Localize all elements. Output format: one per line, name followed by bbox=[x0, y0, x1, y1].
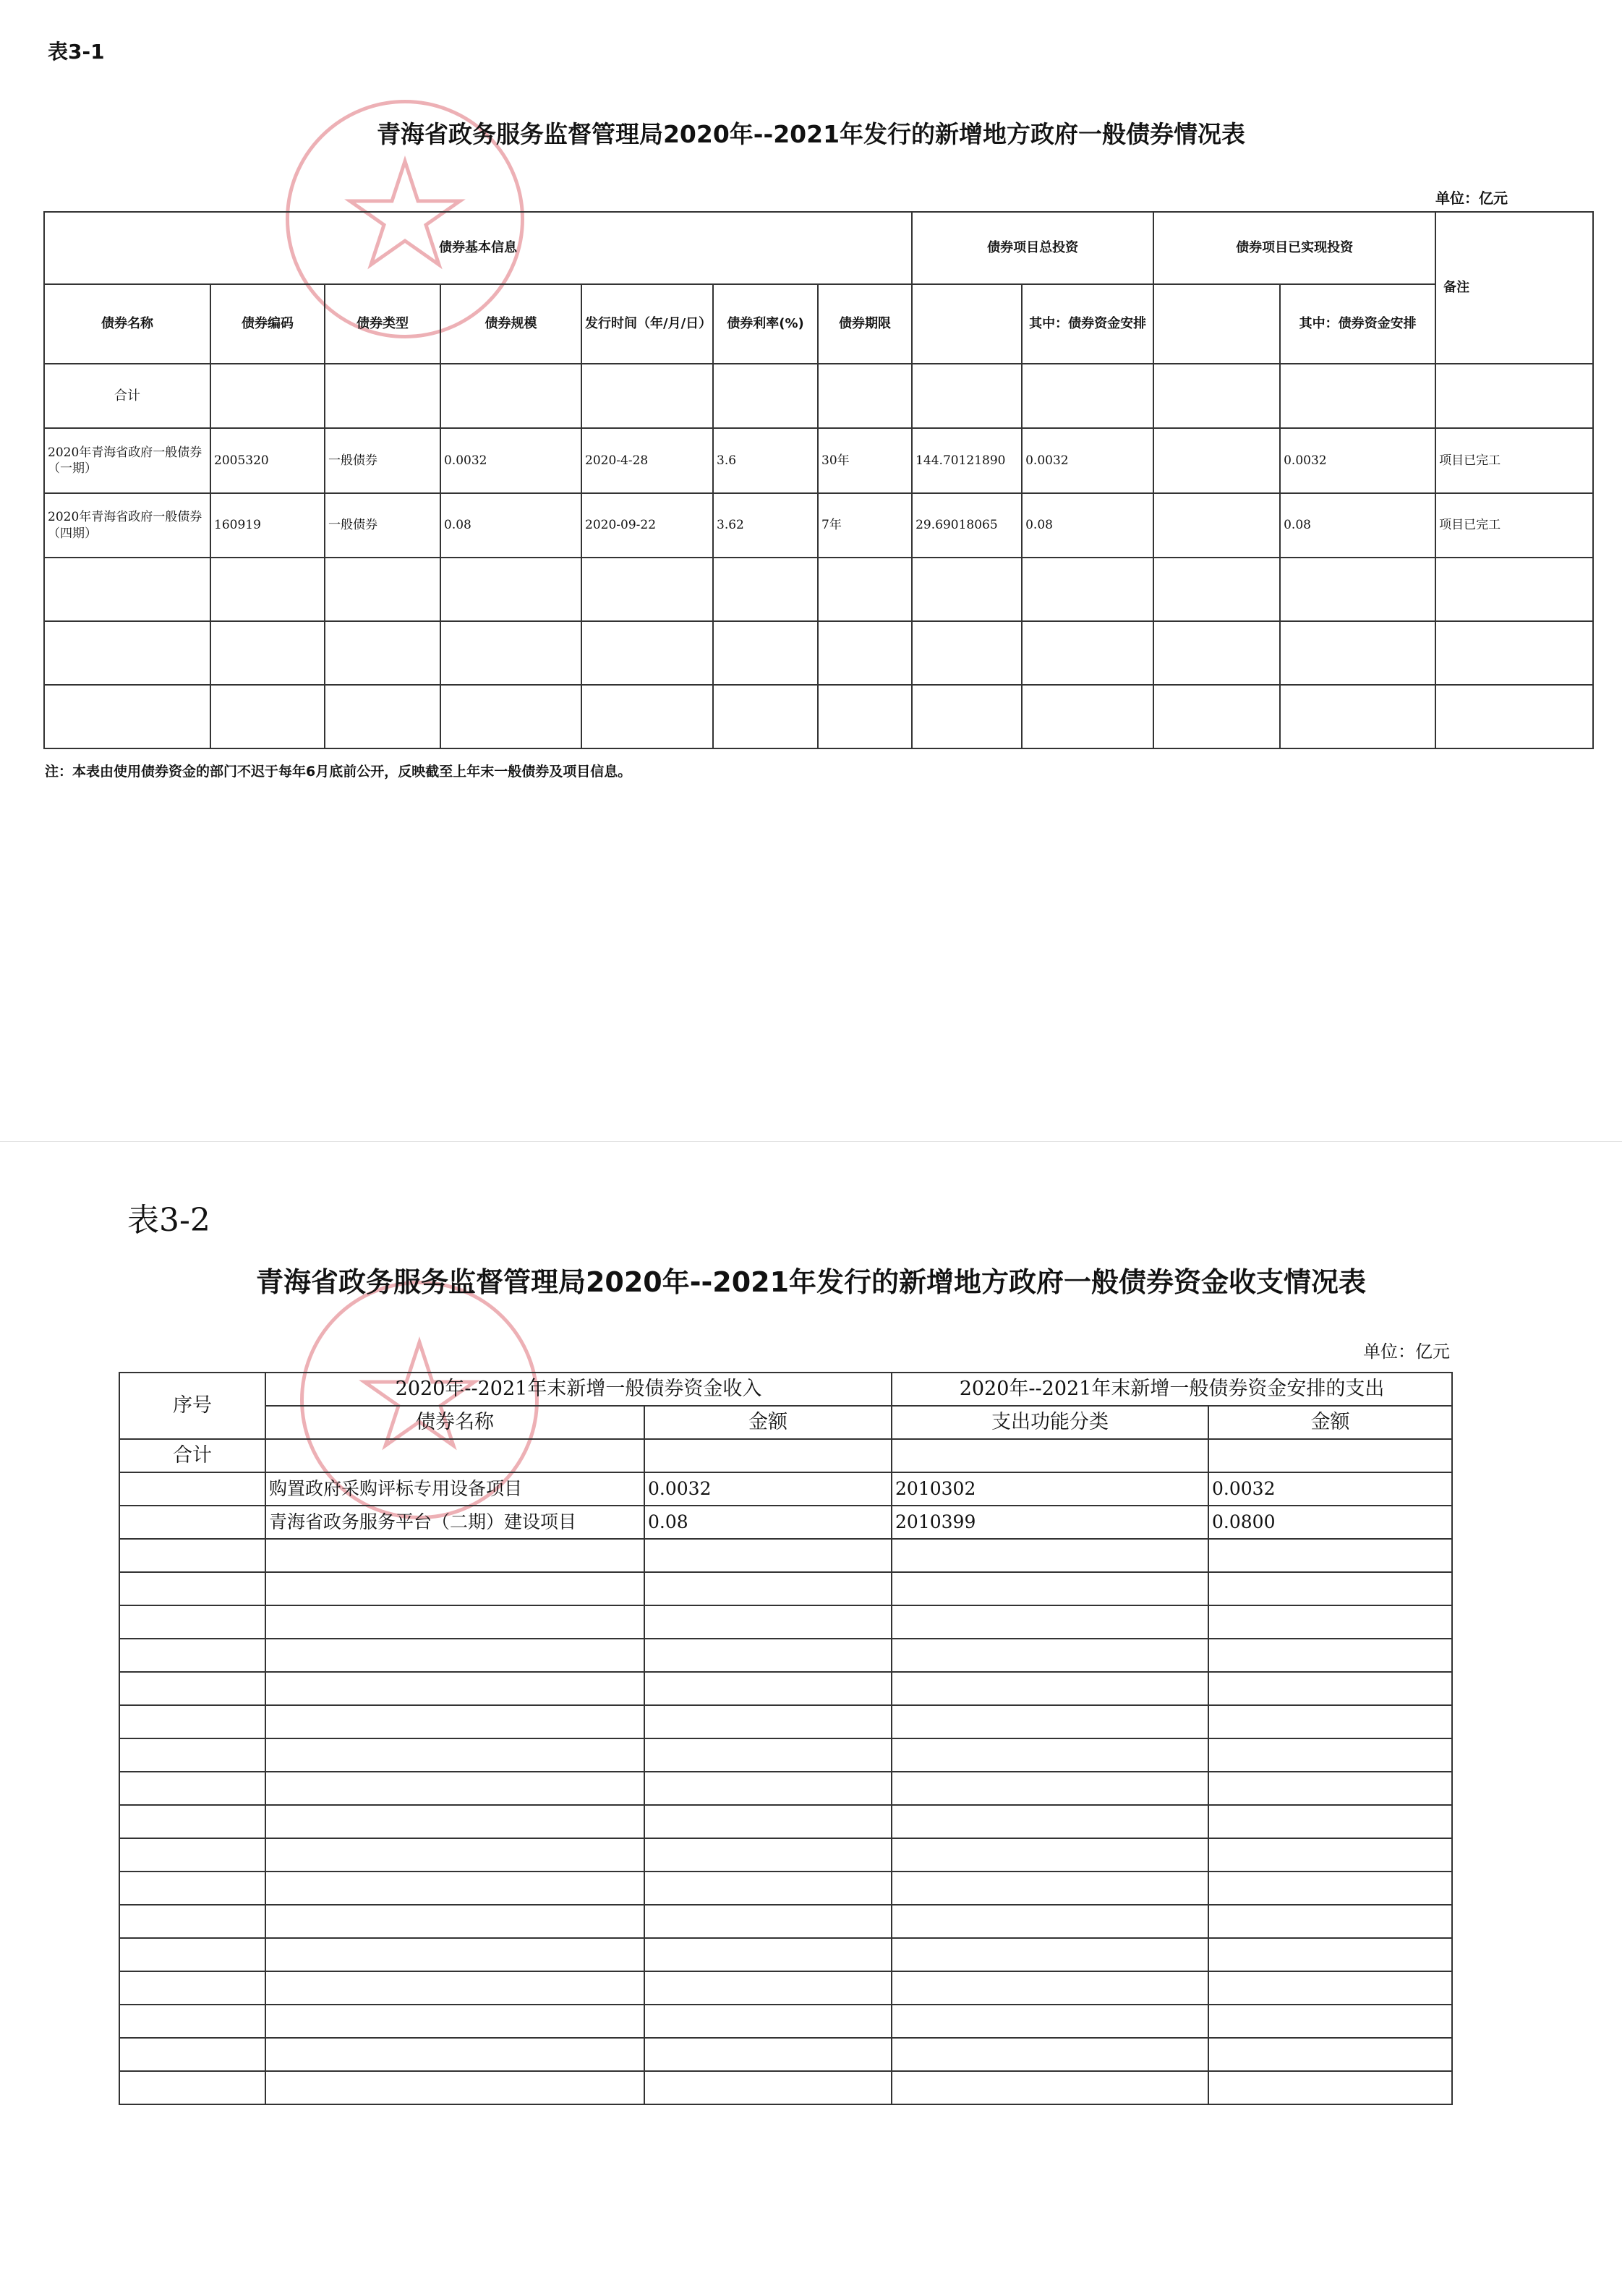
empty-row bbox=[119, 1705, 1452, 1738]
bond-info-table bbox=[43, 211, 1594, 749]
header-issue-time: 发行时间（年/月/日） bbox=[581, 284, 713, 364]
empty-row bbox=[119, 1672, 1452, 1705]
empty-row bbox=[119, 1905, 1452, 1938]
amount: 0.0032 bbox=[644, 1472, 892, 1506]
table-row bbox=[119, 1472, 1452, 1506]
header-of-which-arranged-2: 其中：债券资金安排 bbox=[1280, 284, 1435, 364]
header-bond-name: 债券名称 bbox=[265, 1406, 644, 1439]
total-label: 合计 bbox=[119, 1439, 265, 1472]
empty-row bbox=[119, 1971, 1452, 2005]
empty-row bbox=[119, 1805, 1452, 1838]
empty-row bbox=[119, 2071, 1452, 2104]
empty-row bbox=[119, 1772, 1452, 1805]
unit-label: 单位：亿元 bbox=[1363, 1341, 1450, 1362]
header-total-investment: 债券项目总投资 bbox=[912, 212, 1153, 284]
bond-scale: 0.0032 bbox=[440, 428, 581, 493]
header-seq: 序号 bbox=[119, 1373, 265, 1439]
header-bond-code: 债券编码 bbox=[210, 284, 325, 364]
total-investment: 144.70121890 bbox=[912, 428, 1022, 493]
remark: 项目已完工 bbox=[1435, 428, 1593, 493]
table-id: 表3-1 bbox=[48, 40, 105, 64]
table-note: 注：本表由使用债券资金的部门不迟于每年6月底前公开，反映截至上年末一般债券及项目信息。 bbox=[45, 764, 632, 780]
func-class: 2010302 bbox=[892, 1472, 1208, 1506]
header-realized-blank bbox=[1153, 284, 1280, 364]
empty-row bbox=[119, 1539, 1452, 1572]
func-class: 2010399 bbox=[892, 1506, 1208, 1539]
amount-2: 0.0800 bbox=[1208, 1506, 1452, 1539]
page-table-3-1 bbox=[0, 0, 1622, 1141]
page-title: 青海省政务服务监督管理局2020年--2021年发行的新增地方政府一般债券情况表 bbox=[376, 120, 1246, 148]
issue-time: 2020-09-22 bbox=[581, 493, 713, 558]
header-basic-info: 债券基本信息 bbox=[44, 212, 912, 284]
bond-name: 2020年青海省政府一般债券（一期） bbox=[44, 428, 210, 493]
header-total-blank bbox=[912, 284, 1022, 364]
bond-type: 一般债券 bbox=[325, 428, 440, 493]
seq bbox=[119, 1472, 265, 1506]
header-bond-scale: 债券规模 bbox=[440, 284, 581, 364]
bond-term: 7年 bbox=[818, 493, 912, 558]
bond-rate: 3.6 bbox=[713, 428, 818, 493]
total-label: 合计 bbox=[44, 364, 210, 428]
realized-investment bbox=[1153, 493, 1280, 558]
bond-scale: 0.08 bbox=[440, 493, 581, 558]
bond-code: 2005320 bbox=[210, 428, 325, 493]
page-table-3-2 bbox=[0, 1141, 1622, 2296]
header-expense-group: 2020年--2021年末新增一般债券资金安排的支出 bbox=[892, 1373, 1452, 1406]
empty-row bbox=[119, 1872, 1452, 1905]
bond-fund-table bbox=[119, 1372, 1453, 2105]
empty-row bbox=[119, 1838, 1452, 1872]
header-remarks: 备注 bbox=[1435, 212, 1593, 364]
header-amount: 金额 bbox=[644, 1406, 892, 1439]
empty-row bbox=[119, 1639, 1452, 1672]
issue-time: 2020-4-28 bbox=[581, 428, 713, 493]
empty-row bbox=[119, 1738, 1452, 1772]
bond-rate: 3.62 bbox=[713, 493, 818, 558]
header-bond-name: 债券名称 bbox=[44, 284, 210, 364]
bond-term: 30年 bbox=[818, 428, 912, 493]
header-realized-investment: 债券项目已实现投资 bbox=[1153, 212, 1435, 284]
header-income-group: 2020年--2021年末新增一般债券资金收入 bbox=[265, 1373, 892, 1406]
table-row bbox=[44, 428, 1593, 493]
header-bond-type: 债券类型 bbox=[325, 284, 440, 364]
unit-label: 单位：亿元 bbox=[1435, 189, 1508, 207]
header-bond-rate: 债券利率(%) bbox=[713, 284, 818, 364]
total-investment: 29.69018065 bbox=[912, 493, 1022, 558]
seq bbox=[119, 1506, 265, 1539]
empty-row bbox=[119, 1572, 1452, 1605]
empty-row bbox=[119, 2038, 1452, 2071]
bond-type: 一般债券 bbox=[325, 493, 440, 558]
header-func-class: 支出功能分类 bbox=[892, 1406, 1208, 1439]
amount-2: 0.0032 bbox=[1208, 1472, 1452, 1506]
empty-row bbox=[119, 1605, 1452, 1639]
table-row bbox=[119, 1506, 1452, 1539]
table-id: 表3-2 bbox=[127, 1202, 210, 1239]
realized-investment bbox=[1153, 428, 1280, 493]
table-row bbox=[44, 493, 1593, 558]
arranged: 0.08 bbox=[1022, 493, 1153, 558]
arranged: 0.0032 bbox=[1022, 428, 1153, 493]
header-bond-term: 债券期限 bbox=[818, 284, 912, 364]
empty-row bbox=[119, 2005, 1452, 2038]
page-title: 青海省政务服务监督管理局2020年--2021年发行的新增地方政府一般债券资金收支情况表 bbox=[255, 1266, 1367, 1298]
bond-name: 青海省政务服务平台（二期）建设项目 bbox=[265, 1506, 644, 1539]
realized-arranged: 0.08 bbox=[1280, 493, 1435, 558]
remark: 项目已完工 bbox=[1435, 493, 1593, 558]
empty-row bbox=[119, 1938, 1452, 1971]
realized-arranged: 0.0032 bbox=[1280, 428, 1435, 493]
header-of-which-arranged: 其中：债券资金安排 bbox=[1022, 284, 1153, 364]
bond-name: 2020年青海省政府一般债券（四期） bbox=[44, 493, 210, 558]
bond-code: 160919 bbox=[210, 493, 325, 558]
bond-name: 购置政府采购评标专用设备项目 bbox=[265, 1472, 644, 1506]
amount: 0.08 bbox=[644, 1506, 892, 1539]
header-amount-2: 金额 bbox=[1208, 1406, 1452, 1439]
